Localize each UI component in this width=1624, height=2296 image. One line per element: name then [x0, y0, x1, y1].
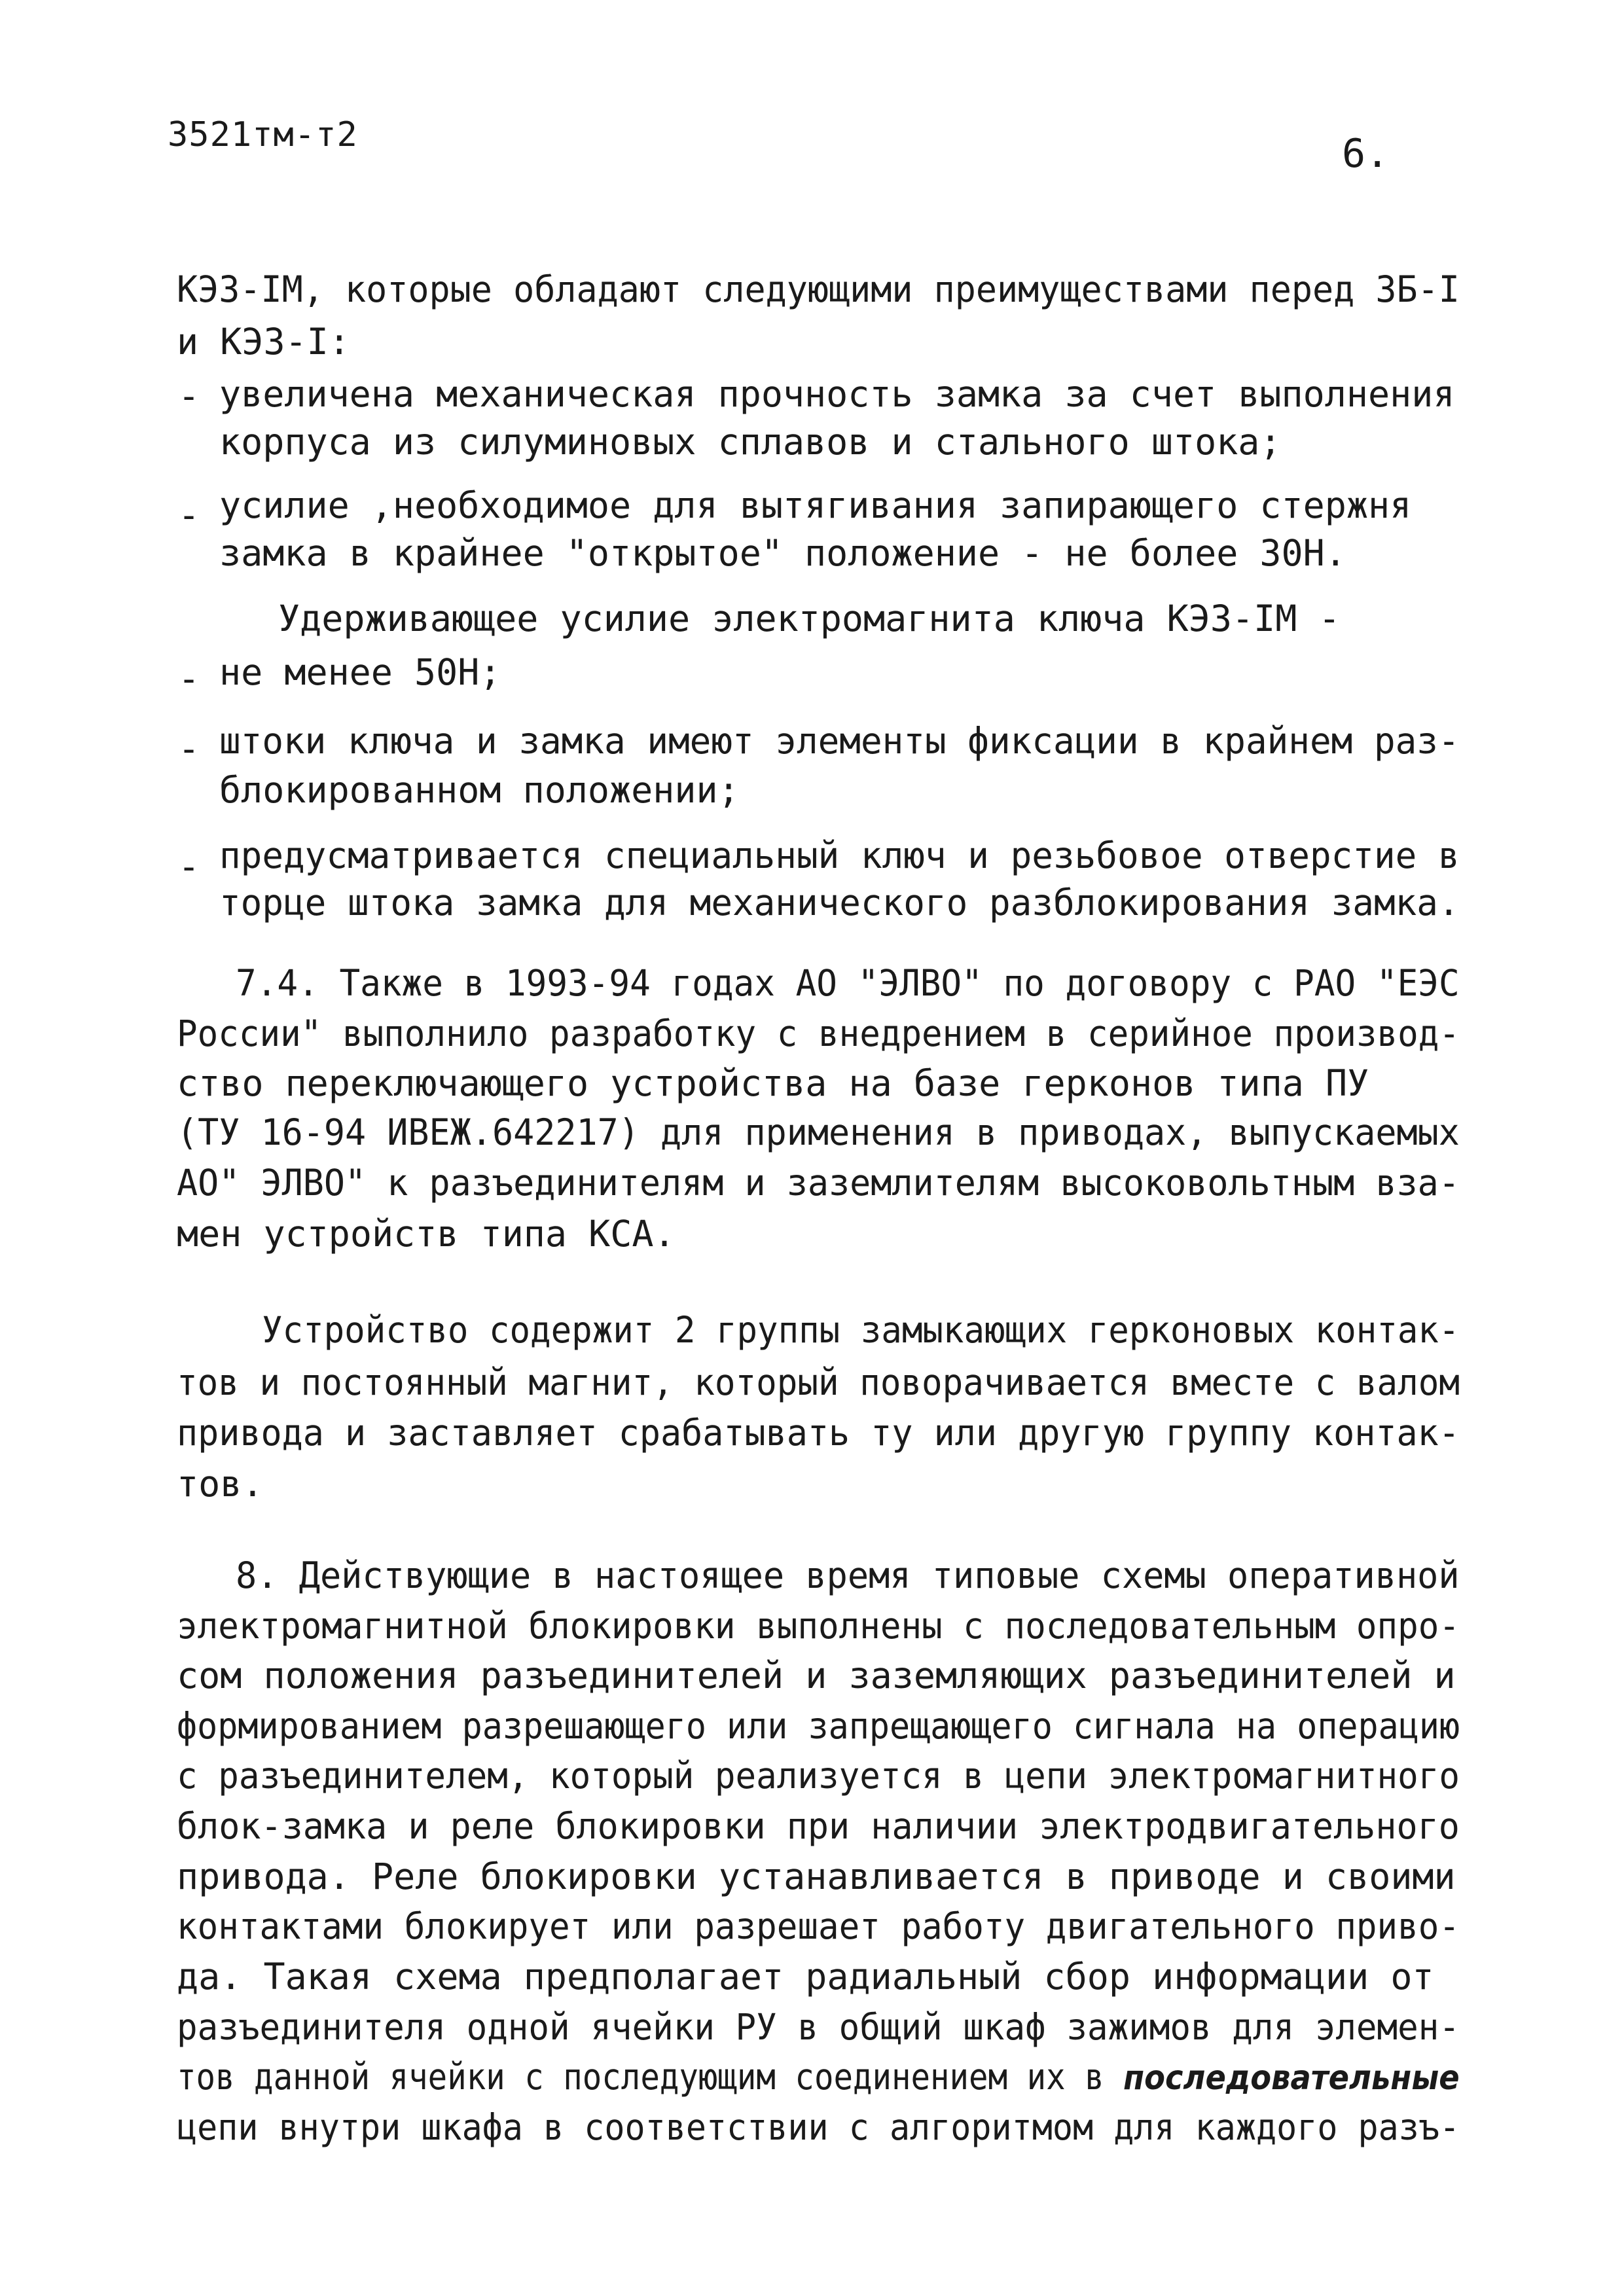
holding-line-2: не менее 50Н; [219, 651, 501, 693]
paragraph-device-line: тов и постоянный магнит, который поворачивается вместе с валом [177, 1361, 1460, 1403]
list-bullet: - [178, 658, 200, 700]
paragraph-device-line: Устройство содержит 2 группы замыкающих герконовых контак- [262, 1309, 1460, 1351]
list-item-line: штоки ключа и замка имеют элементы фиксации в крайнем раз- [219, 720, 1460, 762]
paragraph-7-4-line: АО" ЭЛВО" к разъединителям и заземлителям высоковольтным вза- [177, 1162, 1460, 1204]
paragraph-8-line: формированием разрешающего или запрещающего сигнала на операцию [177, 1705, 1460, 1747]
list-item-line: увеличена механическая прочность замка за счет выполнения [219, 373, 1455, 415]
paragraph-8-line: с разъединителем, который реализуется в цепи электромагнитного [177, 1755, 1460, 1797]
handwritten-insertion: последовательные [1123, 2058, 1460, 2098]
paragraph-8-line: сом положения разъединителей и заземляющих разъединителей и [177, 1655, 1456, 1696]
list-bullet: - [178, 728, 200, 770]
list-bullet: - [178, 846, 200, 888]
page-number: 6. [1342, 131, 1390, 177]
paragraph-8-line: электромагнитной блокировки выполнены с последовательным опро- [177, 1605, 1460, 1647]
intro-line-2: и КЭЗ-I: [177, 321, 350, 363]
paragraph-8-line: привода. Реле блокировки устанавливается в приводе и своими [177, 1856, 1456, 1897]
paragraph-7-4-line: (ТУ 16-94 ИВЕЖ.642217) для применения в приводах, выпускаемых [177, 1111, 1460, 1153]
document-code: 3521тм-т2 [168, 115, 358, 154]
paragraph-8-line [177, 2056, 1460, 2098]
paragraph-7-4-line: ство переключающего устройства на базе герконов типа ПУ [177, 1062, 1369, 1104]
paragraph-8-line: да. Такая схема предполагает радиальный сбор информации от [177, 1956, 1434, 1998]
paragraph-7-4-line: мен устройств типа КСА. [177, 1213, 676, 1255]
holding-line-1: Удерживающее усилие электромагнита ключа КЭЗ-IМ - [278, 598, 1341, 639]
list-item-line: предусматривается специальный ключ и резьбовое отверстие в [219, 834, 1460, 876]
intro-line-1: КЭЗ-IМ, которые обладают следующими преимуществами перед ЗБ-I [177, 268, 1460, 310]
paragraph-8-line: 8. Действующие в настоящее время типовые схемы оперативной [236, 1554, 1460, 1596]
paragraph-7-4-line: 7.4. Также в 1993-94 годах АО "ЭЛВО" по договору с РАО "ЕЭС [236, 962, 1460, 1004]
printed-text: тов данной ячейки с последующим соединением их в [177, 2056, 1124, 2098]
list-bullet: - [178, 494, 200, 536]
paragraph-8-line: цепи внутри шкафа в соответствии с алгоритмом для каждого разъ- [177, 2106, 1460, 2148]
paragraph-8-line: блок-замка и реле блокировки при наличии электродвигательного [177, 1805, 1460, 1847]
list-item-line: торце штока замка для механического разблокирования замка. [219, 882, 1460, 924]
paragraph-device-line: привода и заставляет срабатывать ту или другую группу контак- [177, 1412, 1460, 1454]
paragraph-8-line: контактами блокирует или разрешает работу двигательного приво- [177, 1905, 1460, 1947]
list-item-line: блокированном положении; [219, 769, 740, 811]
list-item-line: корпуса из силуминовых сплавов и стального штока; [219, 421, 1282, 463]
paragraph-device-line: тов. [177, 1463, 264, 1505]
list-bullet: - [178, 375, 200, 417]
paragraph-8-line: разъединителя одной ячейки РУ в общий шкаф зажимов для элемен- [177, 2006, 1460, 2048]
list-item-line: замка в крайнее "открытое" положение - не более 30Н. [219, 532, 1346, 574]
list-item-line: усилие ,необходимое для вытягивания запирающего стержня [219, 484, 1412, 526]
paragraph-7-4-line: России" выполнило разработку с внедрением в серийное производ- [177, 1013, 1460, 1054]
